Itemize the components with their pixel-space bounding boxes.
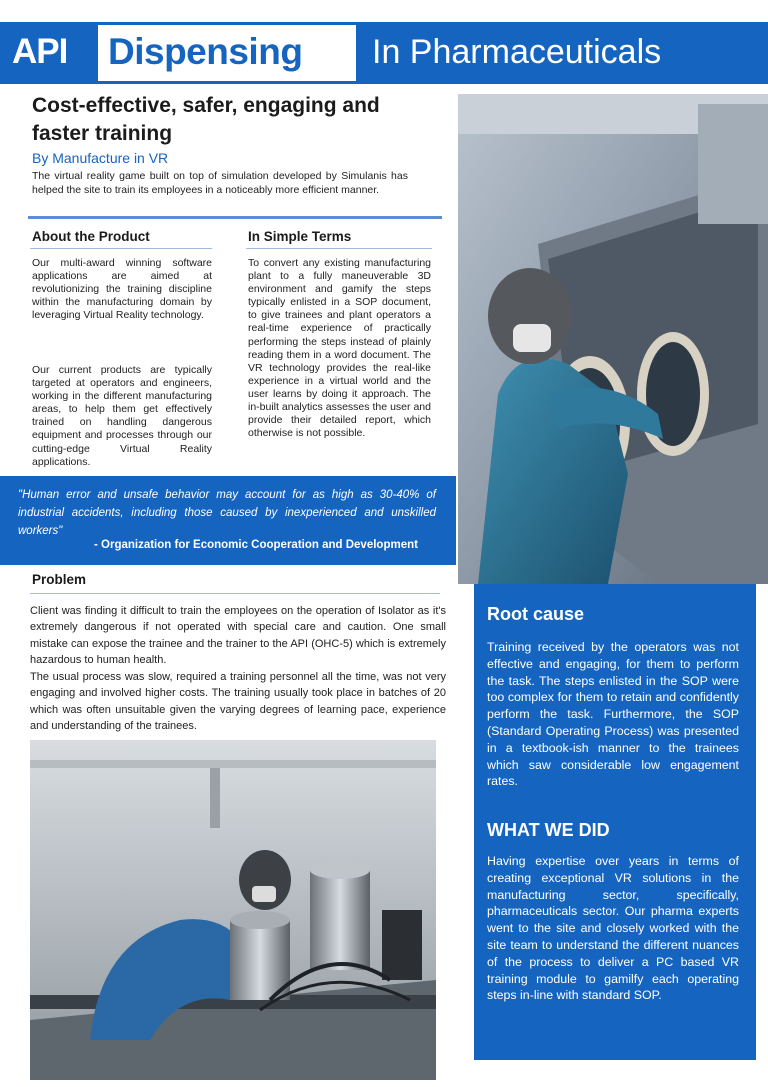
isolator-interior-image [30,740,436,1080]
problem-heading: Problem [32,572,87,587]
what-we-did-text: Having expertise over years in terms of creating exceptional VR solutions in the manufacturing sector, specifically, pharmaceuticals sector. Our pharma experts went to the site and closely worked with the site team to understand the different nuances of the process to deliver a PC based VR training module to gamilfy each operating steps in-line with standard SOP. [487,854,739,1003]
quote-author: - Organization for Economic Cooperation and Development [94,539,418,551]
problem-paragraph-2: The usual process was slow, required a training personnel all the time, was not very engaging and involved higher costs. The training usually took place in batches of 20 which was often unsuitable given the varying degrees of learning pace, experience and understanding of the trainees. [30,671,446,732]
header-dispensing-label: Dispensing [108,31,303,72]
root-cause-heading: Root cause [487,604,585,624]
about-paragraph-1: Our multi-award winning software applications are aimed at revolutionizing the training discipline within the manufacturing domain by leveraging Virtual Reality technology. [32,257,212,322]
root-cause-text: Training received by the operators was not effective and engaging, for them to perform the task. The steps enlisted in the SOP were too complex for them to retain and confidently perform the task. Furthermore, the SOP (Standard Operating Process) was presented in a textbook-ish manner to the trainees which saw considerable low engagement rates. [487,640,739,789]
what-we-did-heading: WHAT WE DID [487,820,610,840]
intro-title: Cost-effective, safer, engaging and faster training [32,94,380,145]
header-pharma-label: In Pharmaceuticals [372,33,662,71]
intro-text: The virtual reality game built on top of simulation developed by Simulanis has helped the site to train its employees in a noticeably more efficient manner. [32,170,408,196]
problem-divider [30,593,440,594]
isolator-operator-image [458,94,768,584]
problem-paragraph-1: Client was finding it difficult to train the employees on the operation of Isolator as it's extremely dangerous if not operated with special care and caution. One small mistake can expose the trainee and the trainer to the API (OHC-5) which is extremely hazardous to human health. [30,605,446,666]
intro-divider [28,216,442,219]
about-heading: About the Product [32,229,150,244]
quote-text: "Human error and unsafe behavior may account for as high as 30-40% of industrial accidents, including those caused by inexperienced and unskilled workers" [18,489,436,537]
about-paragraph-2: Our current products are typically targeted at operators and engineers, working in the different manufacturing areas, to help them get effectively trained on handling dangerous equipment and processes through our cutting-edge Virtual Reality applications. [32,364,212,468]
header-api-label: API [12,32,68,71]
intro-subtitle: By Manufacture in VR [32,150,169,166]
simple-divider [246,248,432,249]
simple-heading: In Simple Terms [248,229,352,244]
about-divider [30,248,212,249]
simple-paragraph: To convert any existing manufacturing plant to a fully maneuverable 3D environment and gamify the steps typically enlisted in a SOP document, to give trainees and plant operators a real-time experience of practically performing the steps instead of plainly reading them in a word document. The VR technology provides the real-like experience in a virtual world and the user learns by doing it approach. The in-built analytics assesses the user and provide their detailed report, which otherwise is not possible. [248,257,431,440]
